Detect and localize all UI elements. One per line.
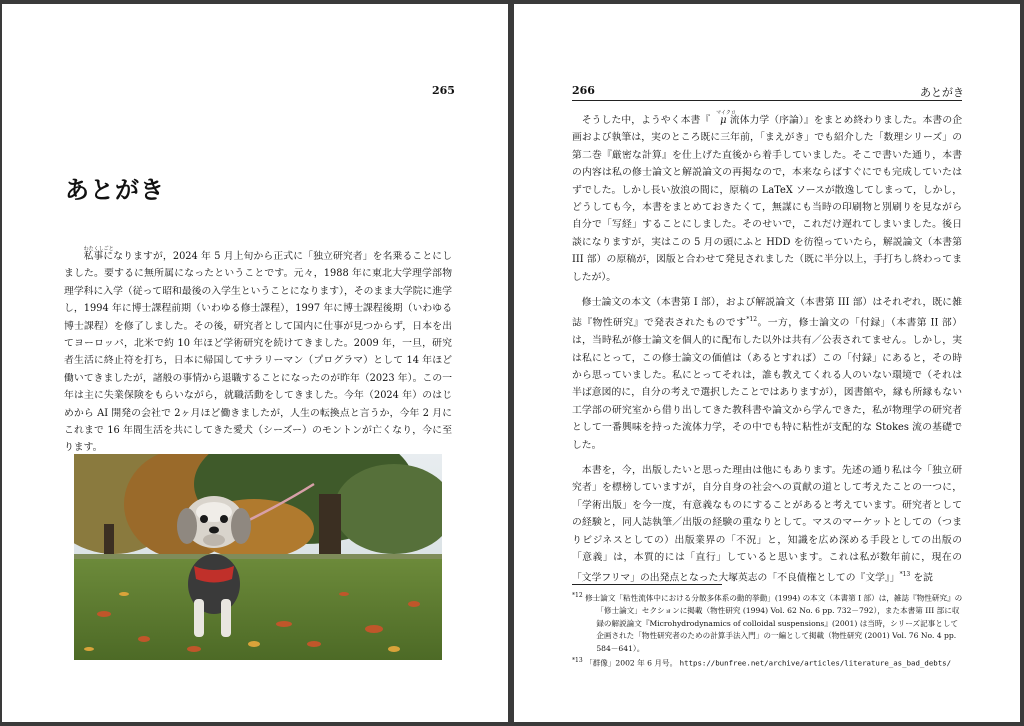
right-body [572,112,962,587]
footnote-13-url[interactable]: https://bunfree.net/archive/articles/literature_as_bad_debts/ [679,658,952,668]
header-rule [572,100,962,101]
footnote-ref-12[interactable]: *12 [746,316,758,324]
right-paragraph-1: そうした中，ようやく本書『 マイクロ μ 流体力学（序論）』をまとめ終わりました。本書の企画および執筆は，実のところ既に三年前，「まえがき」でも紹介した「数理シリーズ」の第二巻『厳密な計算』を仕上げた直後から着手していました。そこで書いた通り，本書の内容は私の修士論文と解説論文の再掲なので，本来ならばすぐにでも完成していたはずでした。しかし長い放浪の間に，原稿の LaTeX ソースが散逸してしまって，しかし，どうしても今，本書をまとめておきたくて，無謀にも当時の印刷物と別刷りを見ながら自分で「写経」することにしました。そのせいで，これだけ遅れてしまいました。後日談になりますが，実はこの 5 月の頭にふと HDD を彷徨っていたら，解説論文（本書第 III 部）の原稿が，図版と合わせて発見されました（既に半分以上，手打ちし終わってましたが）。 [572,112,962,286]
ruby-reading: わたくしごと [83,246,114,252]
footnote-ref-13[interactable]: *13 [899,571,911,579]
left-page [2,4,508,722]
footnote-12: $^{*12}$ 修士論文「粘性流体中における分散多体系の動的挙動」(1994) の本文（本書第 I 部）は，雑誌『物性研究』の「修士論文」セクションに掲載（物性研究 (1994) Vol. 62 No. 6 pp. 732－792），また本書第 III 部に収録の解説論文『Microhydrodynamics of colloidal suspensions』(2001) は当時，シリーズ記事として企画された「物性研究者のための計算手法入門」の一編として掲載（物性研究 (2001) Vol. 76 No. 4 pp. 584－641）。 [572,592,963,653]
chapter-title: あとがき [65,176,165,204]
left-paragraph-1 [64,248,452,457]
right-paragraph-3: 本書を，今，出版したいと思った理由は他にもあります。先述の通り私は今「独立研究者」を標榜していますが，自分自身の社会への貢献の道として考えたことの一つに，「学術出版」を今一度，有意義なものにすることがあると考えています。研究者としての経験と，同人誌執筆／出版の経験の重なりとして。マスのマーケットとしての（つまりビジネスとしての）出版業界の「不況」と，知識を広め深める手段としての出版の「意義」は，本質的には「直行」していると思います。これは私が数年前に，現在の「文学フリマ」の出発点となった大塚英志の「不良債権としての『文学』」$^{*13}$ を読 [572,464,962,584]
footnote-rule [572,584,722,585]
ruby-mu: マイクロ μ [710,112,726,129]
right-paragraph-2: 修士論文の本文（本書第 I 部），および解説論文（本書第 III 部）はそれぞれ，既に雑誌『物性研究』で発表されたものです$^{*12}$。一方，修士論文の「付録」（本書第 II 部）は，当時私が修士論文を個人的に配布した以外は共有／公表されてません。しかし，実は私にとって，この修士論文の価値は（あるとすれば）この「付録」にあると，その時から思っていました。私にとってそれは，誰も教えてくれる人のいない環境で（それは半ば意図的に，自分の考えで選択したことではありますが），図書館や，縁も所縁もない工学部の研究室から借り出してきた教科書や論文から学んできた，私が物理学の研究者として一番興味を持った流体力学，その中でも特に粘性が支配的な Stokes 流の基礎でした。 [572,297,962,451]
page-number-right: 266 [572,84,595,97]
dog-photo [74,454,442,660]
footnote-13: $^{*13}$ 「群像」2002 年 6 月号。 https://bunfree.net/archive/articles/literature_as_bad_debts/ [572,657,952,668]
ruby-mu-reading: マイクロ [716,110,736,116]
right-page [514,4,1020,722]
ruby-word: わたくしごと 私事 [74,248,103,265]
footnotes [572,590,964,670]
dog-photo-shih-tzu-icon [74,454,442,660]
running-head: あとがき [920,86,964,99]
page-number-left: 265 [432,84,455,97]
left-body [64,248,452,457]
left-paragraph-1-text: になりますが，2024 年 5 月上旬から正式に「独立研究者」を名乗ることにしました。要するに無所属になったということです。元々，1988 年に東北大学理学部物理学科に入学（従って昭和最後の入学生ということになります），そのまま大学院に進学し，1994 年に博士課程前期（いわゆる修士課程），1997 年に博士課程後期（いわゆる博士課程）を修了しました。その後，研究者として国内に仕事が見つからず，日本を出てヨーロッパ，北米で約 10 年ほど学術研究を続けてきました。2009 年，一旦，研究者生活に終止符を打ち，日本に帰国してサラリーマン（プログラマ）として 14 年ほど働いてきましたが，諸般の事情から退職することになったのが昨年（2023 年）。この一年は主に失業保険をもらいながら，就職活動をしてきました。今年（2024 年）のはじめから AI 開発の会社で 2ヶ月ほど働きましたが，人生の転換点と言うか，今年 2 月にこれまで 16 年間生活を共にしてきた愛犬（シーズー）のモントンが亡くなり，今に至ります。 [64,251,452,454]
